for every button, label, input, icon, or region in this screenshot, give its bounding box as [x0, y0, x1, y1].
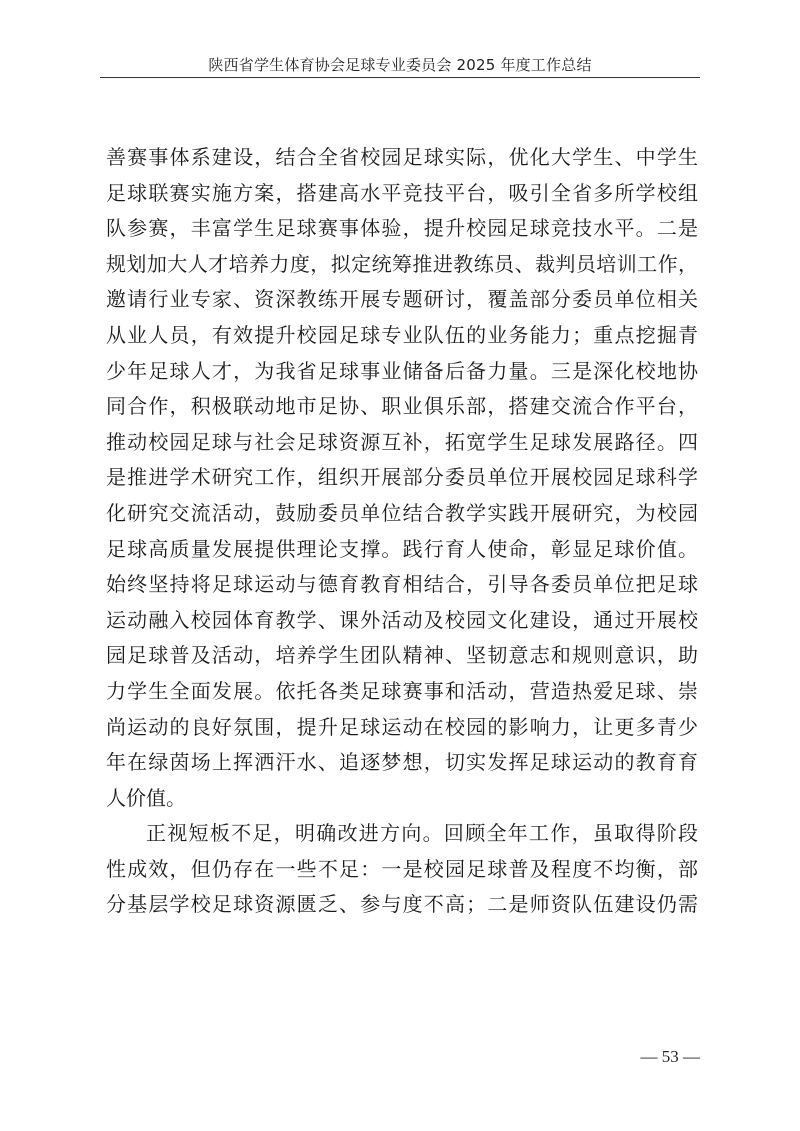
- running-header: 陕西省学生体育协会足球专业委员会 2025 年度工作总结: [208, 56, 592, 74]
- text-line: 化研究交流活动，鼓励委员单位结合教学实践开展研究，为校园: [106, 500, 698, 525]
- text-line: 推动校园足球与社会足球资源互补，拓宽学生足球发展路径。四: [106, 429, 698, 454]
- text-line: 规划加大人才培养力度，拟定统筹推进教练员、裁判员培训工作，: [106, 251, 698, 276]
- paragraph-start-line: 正视短板不足，明确改进方向。回顾全年工作，虽取得阶段: [146, 821, 698, 846]
- text-line: 运动融入校园体育教学、课外活动及校园文化建设，通过开展校: [106, 607, 698, 632]
- paragraph-end-line: 人价值。: [106, 785, 186, 810]
- text-line: 足球联赛实施方案，搭建高水平竞技平台，吸引全省多所学校组: [106, 180, 698, 205]
- text-line: 园足球普及活动，培养学生团队精神、坚韧意志和规则意识，助: [106, 643, 698, 668]
- text-line: 队参赛，丰富学生足球赛事体验，提升校园足球竞技水平。二是: [106, 216, 698, 241]
- text-line: 分基层学校足球资源匮乏、参与度不高；二是师资队伍建设仍需: [106, 892, 698, 917]
- text-line: 尚运动的良好氛围，提升足球运动在校园的影响力，让更多青少: [106, 714, 698, 739]
- text-line: 性成效，但仍存在一些不足：一是校园足球普及程度不均衡，部: [106, 856, 698, 881]
- text-line: 善赛事体系建设，结合全省校园足球实际，优化大学生、中学生: [106, 145, 698, 169]
- text-line: 少年足球人才，为我省足球事业储备后备力量。三是深化校地协: [106, 358, 698, 383]
- text-line: 足球高质量发展提供理论支撑。践行育人使命，彰显足球价值。: [106, 536, 698, 561]
- body-text: [106, 140, 698, 923]
- page-number: — 53 —: [640, 1047, 700, 1066]
- text-line: 同合作，积极联动地市足协、职业俱乐部，搭建交流合作平台，: [106, 394, 698, 419]
- text-line: 始终坚持将足球运动与德育教育相结合，引导各委员单位把足球: [106, 572, 698, 597]
- header-rule: [100, 77, 700, 78]
- text-line: 年在绿茵场上挥洒汗水、追逐梦想，切实发挥足球运动的教育育: [106, 750, 698, 775]
- text-line: 力学生全面发展。依托各类足球赛事和活动，营造热爱足球、崇: [106, 678, 698, 703]
- text-line: 邀请行业专家、资深教练开展专题研讨，覆盖部分委员单位相关: [106, 287, 698, 312]
- text-line: 从业人员，有效提升校园足球专业队伍的业务能力；重点挖掘青: [106, 322, 698, 347]
- text-line: 是推进学术研究工作，组织开展部分委员单位开展校园足球科学: [106, 465, 698, 490]
